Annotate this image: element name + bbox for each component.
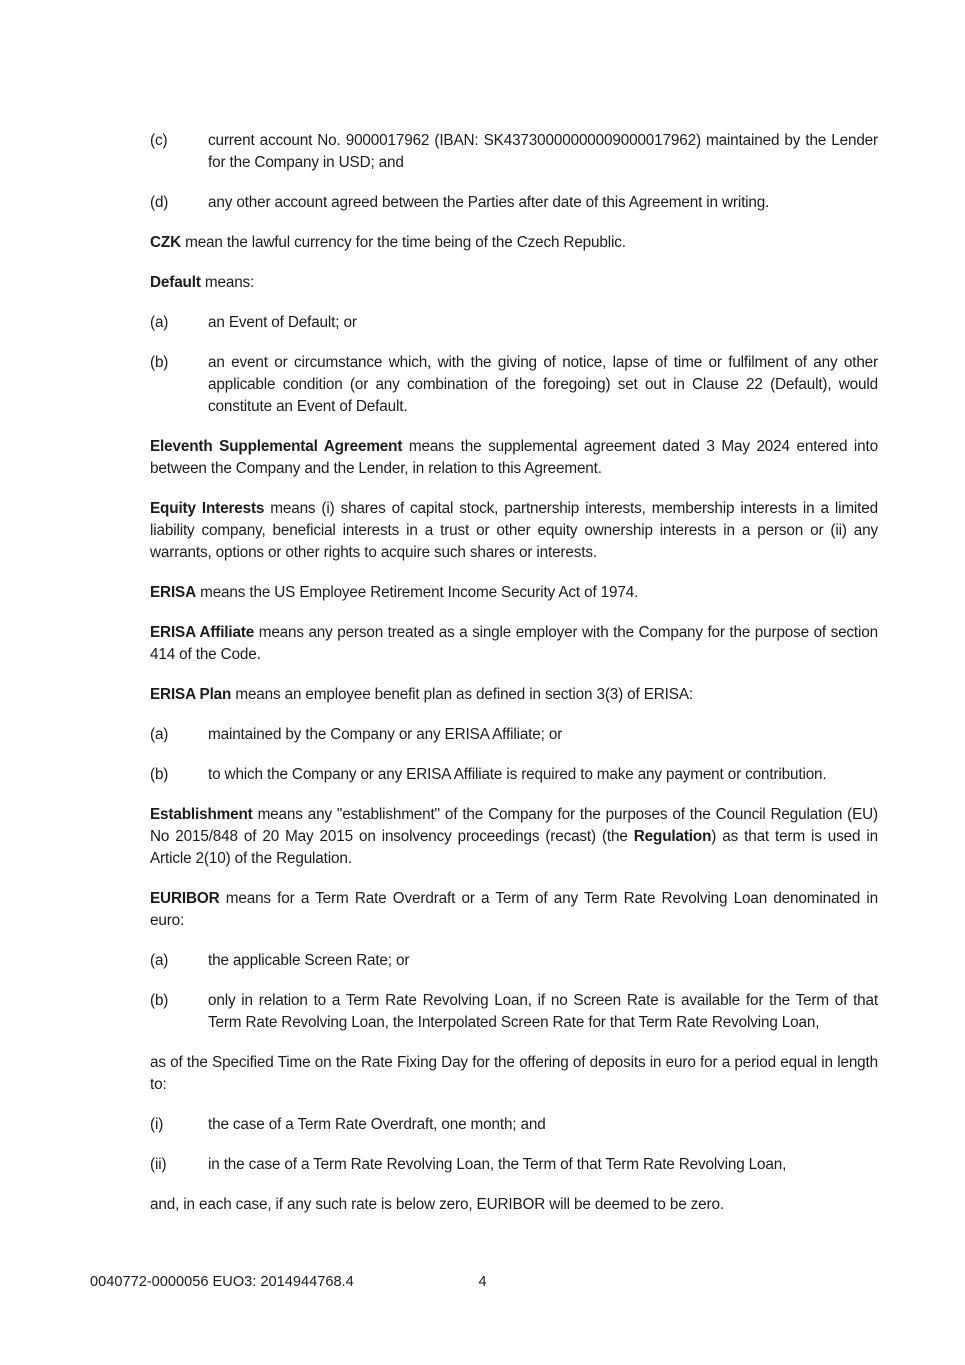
defined-term: ERISA Plan	[150, 686, 232, 703]
list-marker: (c)	[150, 132, 168, 149]
list-item	[150, 1154, 878, 1176]
definition-paragraph	[150, 804, 878, 870]
paragraph: and, in each case, if any such rate is below zero, EURIBOR will be deemed to be zero.	[150, 1196, 724, 1213]
defined-term: Default	[150, 274, 201, 291]
list-item-text: an Event of Default; or	[208, 314, 357, 331]
list-marker: (b)	[150, 766, 169, 783]
definition-text: means for a Term Rate Overdraft or a Term of any Term Rate Revolving Loan denominated in euro:	[150, 890, 878, 929]
definition-paragraph	[150, 684, 878, 706]
list-item	[150, 764, 878, 786]
definition-text: means the US Employee Retirement Income Security Act of 1974.	[196, 584, 639, 601]
list-item-text: the case of a Term Rate Overdraft, one month; and	[208, 1116, 546, 1133]
list-item-text: an event or circumstance which, with the giving of notice, lapse of time or fulfilment of any other applicable condition (or any combination of the foregoing) set out in Clause 22 (Default), would constitute an Event of Default.	[208, 354, 878, 415]
definition-text: means an employee benefit plan as defined in section 3(3) of ERISA:	[231, 686, 693, 703]
document-content	[150, 130, 878, 1216]
list-item-text: the applicable Screen Rate; or	[208, 952, 410, 969]
list-item-text: to which the Company or any ERISA Affiliate is required to make any payment or contribution.	[208, 766, 827, 783]
list-item-text: maintained by the Company or any ERISA Affiliate; or	[208, 726, 563, 743]
list-marker: (d)	[150, 194, 169, 211]
defined-term: ERISA Affiliate	[150, 624, 255, 641]
defined-term: Equity Interests	[150, 500, 265, 517]
defined-term: Eleventh Supplemental Agreement	[150, 438, 403, 455]
definition-paragraph	[150, 622, 878, 666]
definition-paragraph	[150, 888, 878, 932]
definition-text: means any person treated as a single employer with the Company for the purpose of section 414 of the Code.	[150, 624, 878, 663]
defined-term: Establishment	[150, 806, 253, 823]
footer-doc-ref: 0040772-0000056 EUO3: 2014944768.4	[90, 1274, 354, 1290]
list-item	[150, 312, 878, 334]
defined-term: CZK	[150, 234, 181, 251]
list-item	[150, 950, 878, 972]
definition-text: means the supplemental agreement dated 3 May 2024 entered into between the Company and the Lender, in relation to this Agreement.	[150, 438, 878, 477]
definition-text: means:	[200, 274, 255, 291]
definition-paragraph	[150, 272, 878, 294]
list-item	[150, 724, 878, 746]
list-marker: (ii)	[150, 1156, 167, 1173]
definition-paragraph	[150, 232, 878, 254]
list-marker: (a)	[150, 952, 169, 969]
list-item	[150, 990, 878, 1034]
definition-text: ) as that term is used in Article 2(10) of the Regulation.	[150, 828, 878, 867]
defined-term: EURIBOR	[150, 890, 220, 907]
paragraph: as of the Specified Time on the Rate Fixing Day for the offering of deposits in euro for a period equal in length to:	[150, 1054, 878, 1093]
list-item-text: in the case of a Term Rate Revolving Loan, the Term of that Term Rate Revolving Loan,	[208, 1156, 787, 1173]
defined-term: Regulation	[633, 828, 712, 845]
list-marker: (a)	[150, 726, 169, 743]
definition-paragraph	[150, 498, 878, 564]
list-item-text: current account No. 9000017962 (IBAN: SK43730000000009000017962) maintained by the Lender for the Company in USD; and	[208, 132, 878, 171]
definition-text: means any "establishment" of the Company for the purposes of the Council Regulation (EU) No 2015/848 of 20 May 2015 on insolvency proceedings (recast) (the	[150, 806, 878, 845]
defined-term: ERISA	[150, 584, 196, 601]
list-item	[150, 352, 878, 418]
list-item-text: only in relation to a Term Rate Revolving Loan, if no Screen Rate is available for the Term of that Term Rate Revolving Loan, the Interpolated Screen Rate for that Term Rate Revolving Loan,	[208, 992, 878, 1031]
list-marker: (i)	[150, 1116, 164, 1133]
list-item	[150, 130, 878, 174]
list-item-text: any other account agreed between the Parties after date of this Agreement in writing.	[208, 194, 770, 211]
list-marker: (a)	[150, 314, 169, 331]
list-marker: (b)	[150, 992, 169, 1009]
list-item	[150, 1114, 878, 1136]
definition-paragraph	[150, 582, 878, 604]
definition-text: means (i) shares of capital stock, partnership interests, membership interests in a limited liability company, beneficial interests in a trust or other equity ownership interests in a person or (ii) any warrants, options or other rights to acquire such shares or interests.	[150, 500, 878, 561]
list-marker: (b)	[150, 354, 169, 371]
page-footer	[0, 1271, 965, 1293]
footer-page-number: 4	[478, 1274, 487, 1290]
list-item	[150, 192, 878, 214]
definition-paragraph	[150, 436, 878, 480]
definition-text: mean the lawful currency for the time being of the Czech Republic.	[181, 234, 626, 251]
